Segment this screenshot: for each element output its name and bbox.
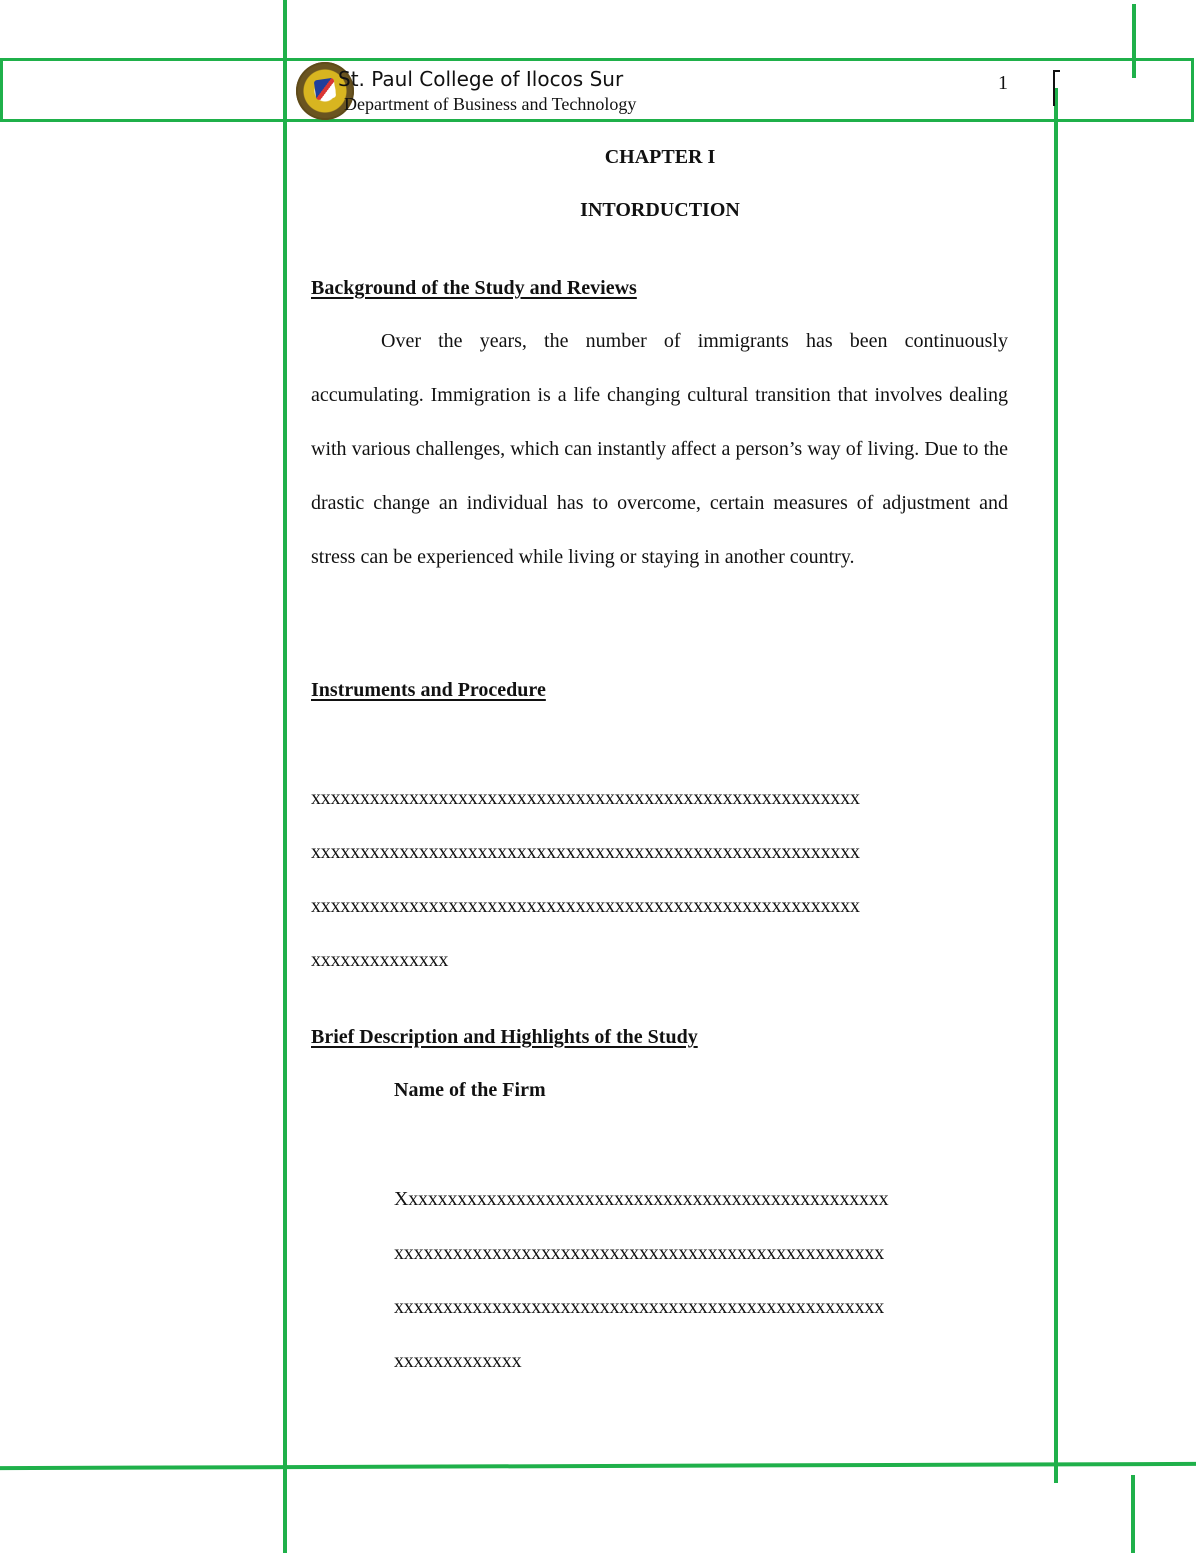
instrument-placeholder-line-1: xxxxxxxxxxxxxxxxxxxxxxxxxxxxxxxxxxxxxxxxxxxxxxxxxxxxxxxx bbox=[311, 787, 860, 809]
firm-placeholder-line-3: xxxxxxxxxxxxxxxxxxxxxxxxxxxxxxxxxxxxxxxxxxxxxxxxxx bbox=[394, 1296, 885, 1318]
chapter-title: INTORDUCTION bbox=[580, 199, 740, 221]
department-name: Department of Business and Technology bbox=[344, 94, 637, 114]
background-paragraph: Over the years, the number of immigrants has been continuously accumulating. Immigration is a life changing cultural transition that involves dealing with various challenges, which can instantly affect a person’s way of living. Due to the drastic change an individual has to overcome, certain measures of adjustment and stress can be experienced while living or staying in another country. bbox=[311, 330, 1008, 568]
school-name: St. Paul College of Ilocos Sur bbox=[338, 67, 624, 91]
instrument-placeholder-line-2: xxxxxxxxxxxxxxxxxxxxxxxxxxxxxxxxxxxxxxxxxxxxxxxxxxxxxxxx bbox=[311, 841, 860, 863]
right-vertical-guide bbox=[1054, 88, 1058, 1483]
section-heading-brief-description: Brief Description and Highlights of the Study bbox=[311, 1026, 698, 1048]
firm-name-heading: Name of the Firm bbox=[394, 1079, 546, 1101]
bottom-right-corner-guide bbox=[1131, 1475, 1135, 1553]
bottom-horizontal-guide bbox=[0, 1462, 1196, 1470]
section-heading-background: Background of the Study and Reviews bbox=[311, 277, 637, 299]
page-number: 1 bbox=[998, 72, 1008, 94]
firm-placeholder-line-4: xxxxxxxxxxxxx bbox=[394, 1350, 522, 1372]
instrument-placeholder-line-4: xxxxxxxxxxxxxx bbox=[311, 949, 449, 971]
instrument-placeholder-line-3: xxxxxxxxxxxxxxxxxxxxxxxxxxxxxxxxxxxxxxxxxxxxxxxxxxxxxxxx bbox=[311, 895, 860, 917]
top-right-corner-guide bbox=[1132, 4, 1136, 78]
chapter-number: CHAPTER I bbox=[604, 146, 716, 168]
page-corner-mark bbox=[1053, 70, 1060, 106]
firm-placeholder-line-1: Xxxxxxxxxxxxxxxxxxxxxxxxxxxxxxxxxxxxxxxxxxxxxxxxxx bbox=[394, 1188, 889, 1210]
section-heading-instruments: Instruments and Procedure bbox=[311, 679, 546, 701]
left-vertical-guide bbox=[283, 0, 287, 1553]
firm-placeholder-line-2: xxxxxxxxxxxxxxxxxxxxxxxxxxxxxxxxxxxxxxxxxxxxxxxxxx bbox=[394, 1242, 885, 1264]
